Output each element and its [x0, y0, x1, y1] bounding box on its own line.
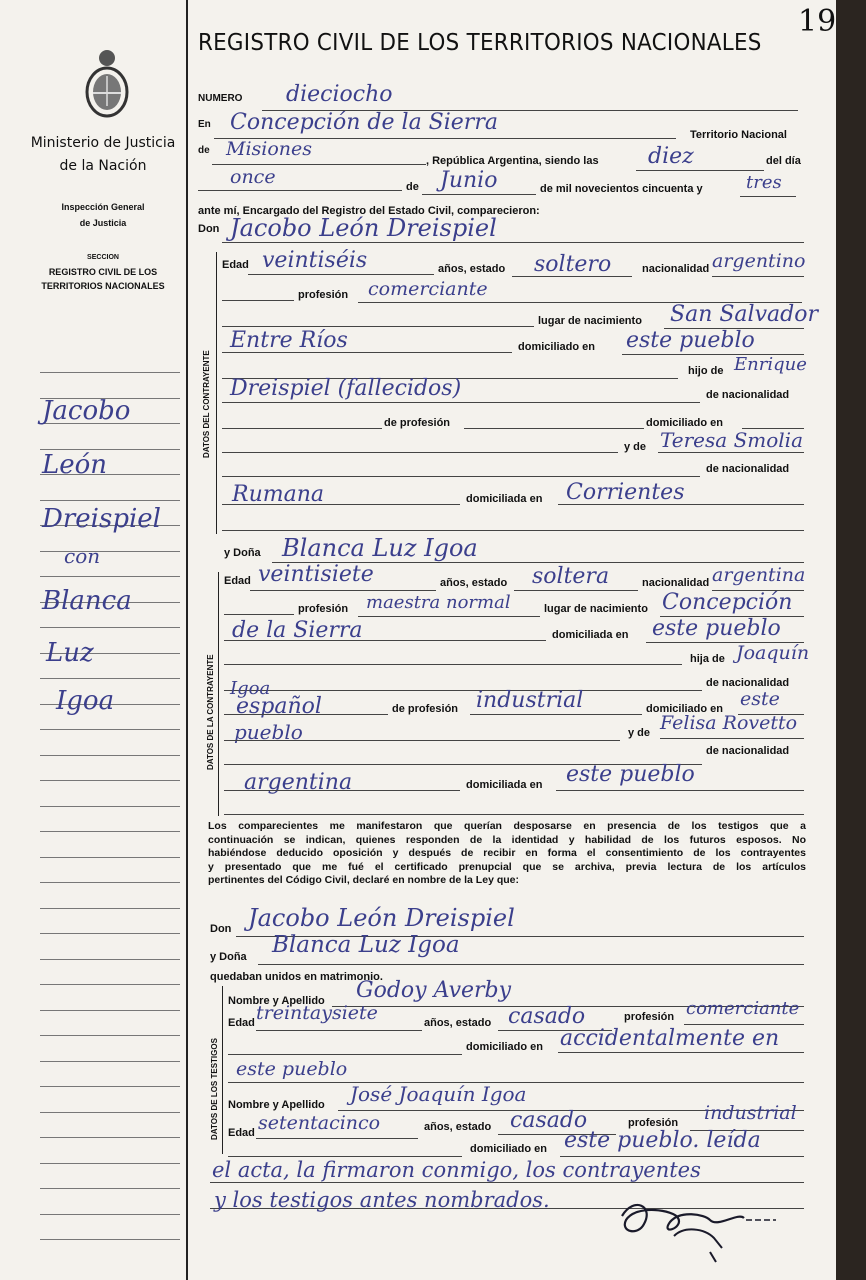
- closing-line: el acta, la firmaron conmigo, los contrayentes: [212, 1158, 701, 1182]
- margin-note-line: Jacobo: [42, 396, 131, 426]
- padre2-dom: este: [740, 688, 780, 710]
- margin-ruled-line: [40, 1239, 180, 1240]
- madre2-nombre: Felisa Rovetto: [660, 712, 798, 734]
- margin-ruled-line: [40, 678, 180, 679]
- padre2-prof: industrial: [476, 688, 584, 713]
- label-hijo-de: hijo de: [688, 365, 724, 377]
- margin-ruled-line: [40, 780, 180, 781]
- novio-lugar-nac: San Salvador: [670, 302, 818, 327]
- label-republica: , República Argentina, siendo las: [426, 155, 599, 167]
- decl-dona: Blanca Luz Igoa: [272, 932, 460, 958]
- label-de-nacionalidad: de nacionalidad: [706, 463, 790, 475]
- novio-domicilio: este pueblo: [626, 328, 755, 353]
- margin-ruled-line: [40, 882, 180, 883]
- t1-estado: casado: [508, 1004, 586, 1029]
- padre2-apellido: Igoa: [230, 678, 271, 699]
- margin-ruled-line: [40, 551, 180, 552]
- margin-note-line: León: [42, 450, 108, 480]
- margin-note-line: Dreispiel: [42, 504, 161, 534]
- label-ante-mi: ante mí, Encargado del Registro del Estado Civil, comparecieron:: [198, 205, 540, 217]
- label-domiciliada-en: domiciliada en: [466, 493, 543, 505]
- margin-ruled-line: [40, 1137, 180, 1138]
- label-de-nacionalidad: de nacionalidad: [706, 389, 790, 401]
- coat-of-arms-icon: [84, 46, 130, 118]
- label-datos-testigos: DATOS DE LOS TESTIGOS: [210, 1038, 219, 1140]
- label-y-dona: y Doña: [224, 547, 261, 559]
- margin-ruled-line: [40, 1188, 180, 1189]
- t2-dom: este pueblo. leída: [564, 1128, 761, 1153]
- label-profesion: profesión: [624, 1011, 675, 1023]
- t1-prof: comerciante: [686, 998, 800, 1019]
- provincia-value: Misiones: [226, 138, 313, 160]
- t2-prof: industrial: [704, 1102, 797, 1124]
- margin-ruled-line: [40, 1214, 180, 1215]
- t2-estado: casado: [510, 1108, 588, 1133]
- margin-ruled-line: [40, 729, 180, 730]
- novia-domicilio: este pueblo: [652, 616, 781, 641]
- margin-ruled-line: [40, 857, 180, 858]
- novia-lugar-nac: Concepción: [662, 590, 793, 615]
- margin-ruled-line: [40, 984, 180, 985]
- margin-ruled-line: [40, 500, 180, 501]
- lugar-value: Concepción de la Sierra: [230, 110, 498, 135]
- label-domiciliado-en: domiciliado en: [466, 1041, 544, 1053]
- declaration-text: Los comparecientes me manifestaron que querían desposarse en presencia de los testigos que a continuación se indican, quienes responden de la identidad y habilidad de los futuros esposos. No habiéndose deducido oposición y después de recibir en forma el consentimiento de los contrayentes y presentado que me fué el certificado prenupcial que se archiva, previa lectura de los artículos pertinentes del Código Civil, declaré en nombre de la Ley que:: [208, 820, 806, 886]
- margin-note-line: Blanca: [42, 586, 132, 616]
- label-de: de: [198, 145, 210, 156]
- label-anos-estado: años, estado: [424, 1017, 492, 1029]
- label-de-profesion: de profesión: [392, 703, 459, 715]
- margin-ruled-line: [40, 1061, 180, 1062]
- label-datos-contrayente-m: DATOS DEL CONTRAYENTE: [202, 350, 211, 458]
- margin-ruled-line: [40, 959, 180, 960]
- margin-ruled-line: [40, 1112, 180, 1113]
- padre2-nac: español: [236, 694, 322, 719]
- label-domiciliada-en: domiciliada en: [466, 779, 543, 791]
- novia-estado: soltera: [532, 564, 610, 589]
- label-y-de: y de: [624, 441, 647, 453]
- inspection-name: Inspección General de Justicia: [61, 202, 145, 228]
- label-lugar-nac: lugar de nacimiento: [538, 315, 642, 327]
- madre-nac: Rumana: [232, 482, 324, 507]
- label-de-nacionalidad: de nacionalidad: [706, 745, 790, 757]
- padre-nombre: Enrique: [734, 354, 807, 375]
- t2-edad: setentacinco: [258, 1112, 381, 1134]
- label-domiciliada-en: domiciliada en: [552, 629, 629, 641]
- dia-value: once: [230, 166, 276, 188]
- margin-ruled-line: [40, 576, 180, 577]
- novia-edad: veintisiete: [258, 562, 374, 587]
- label-profesion: profesión: [298, 603, 349, 615]
- column-divider: [186, 0, 188, 1280]
- padre-nombre2: Dreispiel (fallecidos): [230, 376, 462, 401]
- novio-value: Jacobo León Dreispiel: [230, 214, 497, 242]
- label-domiciliado-en: domiciliado en: [470, 1143, 548, 1155]
- madre2-dom: este pueblo: [566, 762, 695, 787]
- label-nombre-apellido: Nombre y Apellido: [228, 995, 325, 1007]
- margin-ruled-line: [40, 1163, 180, 1164]
- anio-value: tres: [746, 172, 782, 193]
- novia-prof: maestra normal: [366, 592, 511, 613]
- label-numero: NUMERO: [198, 93, 243, 104]
- label-territorio: Territorio Nacional: [690, 129, 787, 141]
- label-mil: de mil novecientos cincuenta y: [540, 183, 703, 195]
- margin-ruled-line: [40, 372, 180, 373]
- padre2-dom2: pueblo: [234, 720, 303, 744]
- decl-don: Jacobo León Dreispiel: [248, 904, 515, 932]
- margin-ruled-line: [40, 908, 180, 909]
- closing-line: y los testigos antes nombrados.: [214, 1188, 550, 1212]
- novio-prof: comerciante: [368, 278, 488, 300]
- margin-note-line: con: [64, 544, 101, 568]
- margin-ruled-line: [40, 831, 180, 832]
- mes-value: Junio: [440, 168, 498, 193]
- hora-value: diez: [648, 144, 694, 169]
- madre-nombre: Teresa Smolia: [660, 428, 803, 452]
- t1-edad: treintaysiete: [256, 1002, 378, 1024]
- label-profesion: profesión: [628, 1117, 679, 1129]
- novio-edad: veintiséis: [262, 248, 368, 273]
- madre2-nac: argentina: [244, 770, 353, 795]
- numero-value: dieciocho: [286, 82, 393, 107]
- label-de-profesion: de profesión: [384, 417, 451, 429]
- t2-nombre: José Joaquín Igoa: [350, 1082, 527, 1106]
- label-domiciliado-en: domiciliado en: [518, 341, 596, 353]
- binding-edge: [836, 0, 866, 1280]
- page-number: 19: [798, 4, 836, 39]
- label-datos-contrayente-f: DATOS DE LA CONTRAYENTE: [206, 654, 215, 770]
- label-anos-estado: años, estado: [438, 263, 506, 275]
- ministry-name: Ministerio de Justicia de la Nación: [30, 135, 176, 174]
- label-anos-estado: años, estado: [440, 577, 508, 589]
- margin-ruled-line: [40, 627, 180, 628]
- label-edad: Edad: [222, 259, 249, 271]
- label-de2: de: [406, 181, 419, 193]
- label-hija-de: hija de: [690, 653, 725, 665]
- madre-dom: Corrientes: [566, 480, 685, 505]
- margin-ruled-line: [40, 1010, 180, 1011]
- section-name: SECCION REGISTRO CIVIL DE LOS TERRITORIOS NACIONALES: [41, 254, 165, 291]
- label-anos-estado: años, estado: [424, 1121, 492, 1133]
- label-quedaban: quedaban unidos en matrimonio.: [210, 971, 383, 983]
- margin-ruled-line: [40, 1086, 180, 1087]
- t1-nombre: Godoy Averby: [356, 978, 512, 1003]
- label-en: En: [198, 119, 211, 130]
- label-profesion: profesión: [298, 289, 349, 301]
- novio-estado: soltero: [534, 252, 612, 277]
- label-don: Don: [210, 923, 232, 935]
- label-del-dia: del día: [766, 155, 801, 167]
- label-domiciliado-en: domiciliado en: [646, 703, 724, 715]
- margin-note-line: Igoa: [56, 686, 115, 716]
- novia-lugar-nac2: de la Sierra: [232, 618, 363, 643]
- label-domiciliado-en: domiciliado en: [646, 417, 724, 429]
- label-lugar-nac: lugar de nacimiento: [544, 603, 648, 615]
- signature-scribble: [614, 1196, 784, 1266]
- label-y-dona: y Doña: [210, 951, 247, 963]
- label-nombre-apellido: Nombre y Apellido: [228, 1099, 325, 1111]
- novio-nac: argentino: [712, 250, 806, 272]
- label-nacionalidad: nacionalidad: [642, 263, 710, 275]
- margin-ruled-line: [40, 933, 180, 934]
- label-edad: Edad: [224, 575, 251, 587]
- label-don: Don: [198, 223, 220, 235]
- document-title: REGISTRO CIVIL DE LOS TERRITORIOS NACIONALES: [198, 30, 762, 56]
- novia-nac: argentina: [712, 564, 806, 586]
- t1-dom: accidentalmente en: [560, 1026, 780, 1051]
- novio-lugar-nac2: Entre Ríos: [230, 328, 348, 353]
- margin-ruled-line: [40, 755, 180, 756]
- margin-ruled-line: [40, 806, 180, 807]
- margin-note-line: Luz: [46, 638, 94, 668]
- margin-ruled-line: [40, 1035, 180, 1036]
- padre2-nombre: Joaquín: [736, 642, 810, 664]
- label-edad: Edad: [228, 1017, 255, 1029]
- label-nacionalidad: nacionalidad: [642, 577, 710, 589]
- label-y-de: y de: [628, 727, 651, 739]
- novia-value: Blanca Luz Igoa: [282, 534, 478, 562]
- label-de-nacionalidad: de nacionalidad: [706, 677, 790, 689]
- t1-dom2: este pueblo: [236, 1058, 348, 1080]
- label-edad: Edad: [228, 1127, 255, 1139]
